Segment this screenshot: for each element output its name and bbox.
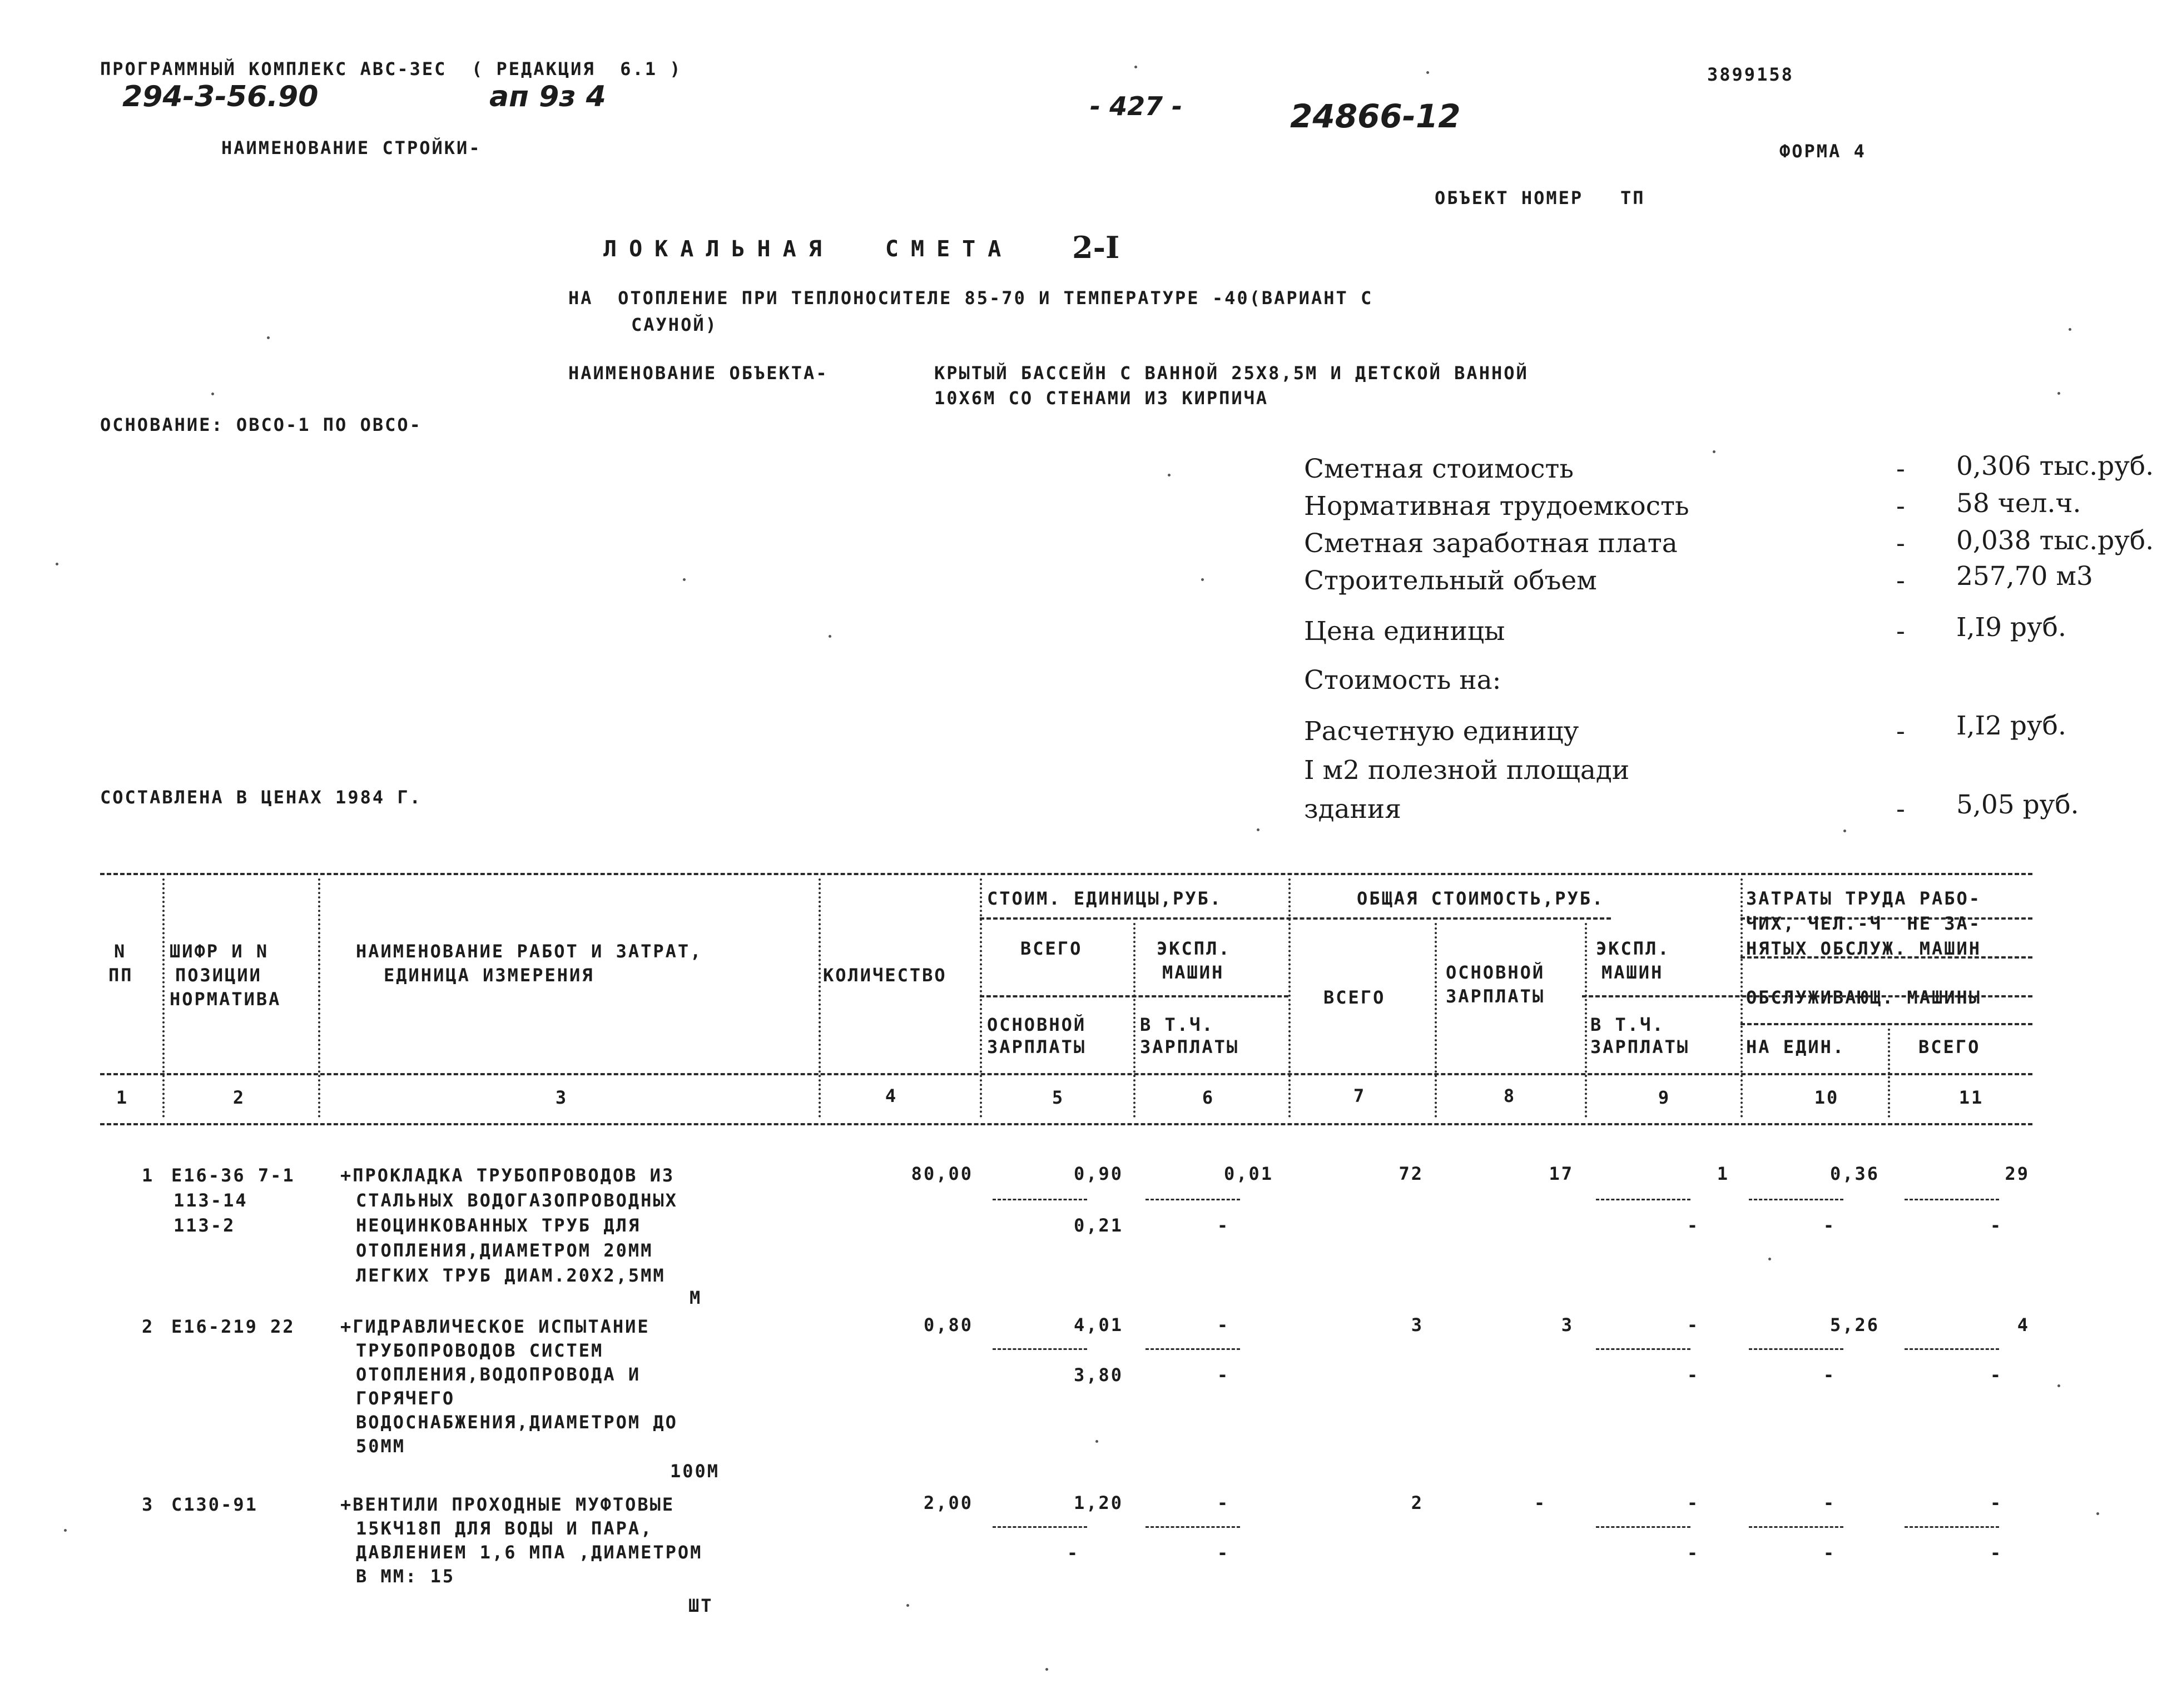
summary-value: I,I9 руб. <box>1956 612 2066 643</box>
scan-speck <box>1768 1258 1771 1260</box>
row-unit-incl: - <box>1217 1364 1230 1386</box>
header-total-salary-2: ЗАРПЛАТЫ <box>1446 986 1545 1007</box>
summary-value: 0,306 тыс.руб. <box>1956 451 2154 481</box>
object-label: НАИМЕНОВАНИЕ ОБЪЕКТА- <box>568 363 829 384</box>
column-separator <box>1435 923 1437 1118</box>
row-labor-unit: 5,26 <box>1829 1314 1880 1335</box>
header-total-incl-2: ЗАРПЛАТЫ <box>1590 1036 1690 1057</box>
row-name: +ГИДРАВЛИЧЕСКОЕ ИСПЫТАНИЕ <box>340 1316 650 1337</box>
underline-rule <box>1905 1348 1999 1350</box>
summary-label: Стоимость на: <box>1304 665 1501 696</box>
row-total: 3 <box>1411 1314 1424 1335</box>
row-name: ГОРЯЧЕГО <box>356 1388 455 1409</box>
row-code: Е16-36 7-1 <box>171 1165 295 1186</box>
row-number: 3 <box>142 1494 155 1515</box>
underline-rule <box>1905 1199 1999 1200</box>
row-unit-salary: - <box>1067 1542 1080 1563</box>
row-total-mach: - <box>1687 1492 1700 1513</box>
row-unit: М <box>690 1287 702 1308</box>
scan-speck <box>64 1529 67 1532</box>
header-unit-total: ВСЕГО <box>1020 938 1083 959</box>
header-labor-total: ВСЕГО <box>1918 1036 1981 1057</box>
summary-dash: - <box>1896 716 1905 747</box>
row-name: ВОДОСНАБЖЕНИЯ,ДИАМЕТРОМ ДО <box>356 1412 678 1433</box>
row-name: ДАВЛЕНИЕМ 1,6 МПА ,ДИАМЕТРОМ <box>356 1542 703 1563</box>
col-number: 6 <box>1202 1087 1215 1108</box>
row-unit: ШТ <box>688 1595 713 1616</box>
column-separator <box>1740 878 1743 1118</box>
col-number: 5 <box>1052 1087 1065 1108</box>
row-labor-total: 29 <box>2005 1163 2030 1184</box>
summary-label: Цена единицы <box>1304 616 1505 647</box>
row-code: Е16-219 22 <box>171 1316 295 1337</box>
row-total: 2 <box>1411 1492 1424 1513</box>
doc-number: 3899158 <box>1707 64 1794 85</box>
header-code-2: ПОЗИЦИИ <box>175 965 262 986</box>
row-name: НЕОЦИНКОВАННЫХ ТРУБ ДЛЯ <box>356 1215 641 1236</box>
underline-rule <box>993 1199 1087 1200</box>
row-total-salary: 17 <box>1549 1163 1574 1184</box>
col-number: 11 <box>1958 1087 1984 1108</box>
header-pp: ПП <box>108 965 133 986</box>
scan-speck <box>2096 1512 2099 1515</box>
row-name: ТРУБОПРОВОДОВ СИСТЕМ <box>356 1340 604 1361</box>
program-header: ПРОГРАММНЫЙ КОМПЛЕКС АВС-3ЕС ( РЕДАКЦИЯ 6.1 ) <box>100 58 682 80</box>
summary-dash: - <box>1896 794 1905 825</box>
summary-value: I,I2 руб. <box>1956 711 2066 741</box>
scan-speck <box>1426 71 1429 74</box>
header-unit-mach-2: МАШИН <box>1162 962 1224 983</box>
scan-speck <box>1168 474 1171 476</box>
row-labor-sub-unit: - <box>1823 1542 1836 1563</box>
row-total-salary: - <box>1534 1492 1547 1513</box>
prices-year: СОСТАВЛЕНА В ЦЕНАХ 1984 Г. <box>100 787 422 808</box>
summary-value: 257,70 м3 <box>1956 561 2093 592</box>
row-total-incl: - <box>1687 1364 1700 1386</box>
estimate-number: 2-I <box>1072 230 1120 265</box>
row-unit-incl: - <box>1217 1542 1230 1563</box>
summary-label: Нормативная трудоемкость <box>1304 491 1689 522</box>
header-labor-sub: ОБСЛУЖИВАЮЩ. МАШИНЫ <box>1746 987 1982 1008</box>
handwritten-album: ап 9з 4 <box>489 80 606 113</box>
row-qty: 0,80 <box>923 1314 973 1335</box>
underline-rule <box>1596 1199 1690 1200</box>
document-title: ЛОКАЛЬНАЯ СМЕТА <box>603 236 1014 262</box>
summary-value: 5,05 руб. <box>1956 790 2079 820</box>
header-total-cost: ОБЩАЯ СТОИМОСТЬ,РУБ. <box>1357 888 1605 909</box>
header-total-all: ВСЕГО <box>1323 987 1386 1008</box>
header-unit-cost: СТОИМ. ЕДИНИЦЫ,РУБ. <box>987 888 1223 909</box>
col-number: 9 <box>1658 1087 1671 1108</box>
header-name-2: ЕДИНИЦА ИЗМЕРЕНИЯ <box>384 965 594 986</box>
summary-label: Сметная заработная плата <box>1304 528 1678 559</box>
header-unit-salary-1: ОСНОВНОЙ <box>987 1014 1087 1035</box>
col-number: 3 <box>555 1087 568 1108</box>
row-unit-salary: 3,80 <box>1073 1364 1123 1386</box>
row-number: 2 <box>142 1316 155 1337</box>
header-total-incl-1: В Т.Ч. <box>1590 1014 1665 1035</box>
row-code: 113-14 <box>173 1190 248 1211</box>
scan-speck <box>1257 828 1259 831</box>
underline-rule <box>1596 1526 1690 1528</box>
scan-speck <box>2057 392 2060 395</box>
header-total-mach-2: МАШИН <box>1601 962 1664 983</box>
construction-name: НАИМЕНОВАНИЕ СТРОЙКИ- <box>221 137 482 158</box>
row-unit-total: 1,20 <box>1073 1492 1123 1513</box>
row-unit-incl: - <box>1217 1215 1230 1236</box>
scan-speck <box>683 578 686 581</box>
column-separator <box>819 878 821 1118</box>
header-total-salary-1: ОСНОВНОЙ <box>1446 962 1545 983</box>
row-name: 15КЧ18П ДЛЯ ВОДЫ И ПАРА, <box>356 1518 653 1539</box>
row-name: ОТОПЛЕНИЯ,ДИАМЕТРОМ 20ММ <box>356 1240 653 1261</box>
row-name: В ММ: 15 <box>356 1566 455 1587</box>
row-qty: 80,00 <box>911 1163 973 1184</box>
row-labor-unit: 0,36 <box>1829 1163 1880 1184</box>
row-labor-sub-unit: - <box>1823 1364 1836 1386</box>
col-number: 8 <box>1503 1085 1516 1106</box>
summary-dash: - <box>1896 454 1905 484</box>
col-number: 1 <box>116 1087 129 1108</box>
column-separator <box>980 878 982 1118</box>
header-sub-rule <box>980 917 1611 920</box>
underline-rule <box>1596 1348 1690 1350</box>
header-labor-unit: НА ЕДИН. <box>1746 1036 1846 1057</box>
underline-rule <box>993 1526 1087 1528</box>
column-separator <box>1888 1029 1890 1118</box>
row-labor-sub-unit: - <box>1823 1215 1836 1236</box>
underline-rule <box>1905 1526 1999 1528</box>
underline-rule <box>1749 1348 1843 1350</box>
object-number: ОБЪЕКТ НОМЕР ТП <box>1435 187 1645 208</box>
row-labor-total: - <box>1990 1492 2003 1513</box>
handwritten-code: 294-3-56.90 <box>122 80 319 113</box>
form-label: ФОРМА 4 <box>1779 141 1866 162</box>
colnum-bottom-rule <box>100 1123 2032 1125</box>
summary-value: 58 чел.ч. <box>1956 488 2081 519</box>
scan-speck <box>2057 1384 2060 1387</box>
summary-dash: - <box>1896 616 1905 647</box>
row-labor-total: 4 <box>2017 1314 2030 1335</box>
underline-rule <box>1146 1348 1240 1350</box>
header-code-1: ШИФР И N <box>170 941 269 962</box>
scan-speck <box>1201 578 1204 581</box>
summary-dash: - <box>1896 491 1905 522</box>
row-name: ОТОПЛЕНИЯ,ВОДОПРОВОДА И <box>356 1364 641 1385</box>
underline-rule <box>993 1348 1087 1350</box>
scan-speck <box>906 1604 909 1607</box>
row-qty: 2,00 <box>923 1492 973 1513</box>
row-labor-unit: - <box>1823 1492 1836 1513</box>
header-unit-salary-2: ЗАРПЛАТЫ <box>987 1036 1087 1057</box>
row-unit-total: 4,01 <box>1073 1314 1123 1335</box>
summary-label: I м2 полезной площади <box>1304 755 1630 786</box>
scan-speck <box>267 336 270 339</box>
column-separator <box>1288 878 1291 1118</box>
table-top-rule <box>100 873 2032 875</box>
row-labor-sub-total: - <box>1990 1542 2003 1563</box>
row-total-incl: - <box>1687 1215 1700 1236</box>
header-code-3: НОРМАТИВА <box>170 989 281 1010</box>
row-total-salary: 3 <box>1561 1314 1574 1335</box>
row-unit: 100М <box>670 1461 720 1482</box>
row-name: ЛЕГКИХ ТРУБ ДИАМ.20Х2,5ММ <box>356 1265 666 1286</box>
row-unit-salary: 0,21 <box>1073 1215 1123 1236</box>
header-labor-1: ЗАТРАТЫ ТРУДА РАБО- <box>1746 888 1982 909</box>
row-unit-mach: 0,01 <box>1223 1163 1273 1184</box>
underline-rule <box>1146 1526 1240 1528</box>
summary-dash: - <box>1896 565 1905 596</box>
row-name: +ПРОКЛАДКА ТРУБОПРОВОДОВ ИЗ <box>340 1165 675 1186</box>
scan-speck <box>1095 1440 1098 1443</box>
row-code: 113-2 <box>173 1215 236 1236</box>
header-total-mach-1: ЭКСПЛ. <box>1596 938 1670 959</box>
row-number: 1 <box>142 1165 155 1186</box>
scan-speck <box>829 635 831 638</box>
summary-label: Сметная стоимость <box>1304 454 1574 484</box>
summary-dash: - <box>1896 528 1905 559</box>
row-name: СТАЛЬНЫХ ВОДОГАЗОПРОВОДНЫХ <box>356 1190 678 1211</box>
header-unit-incl-1: В Т.Ч. <box>1140 1014 1214 1035</box>
object-line-1: КРЫТЫЙ БАССЕЙН С ВАННОЙ 25Х8,5М И ДЕТСКОЙ ВАННОЙ <box>934 363 1529 384</box>
col-number: 10 <box>1814 1087 1839 1108</box>
row-labor-sub-total: - <box>1990 1364 2003 1386</box>
basis: ОСНОВАНИЕ: ОВСО-1 ПО ОВСО- <box>100 414 422 435</box>
header-labor-3: НЯТЫХ ОБСЛУЖ. МАШИН <box>1746 938 1982 959</box>
header-labor-2: ЧИХ, ЧЕЛ.-Ч НЕ ЗА- <box>1746 913 1982 934</box>
column-separator <box>1133 923 1135 1118</box>
row-unit-mach: - <box>1217 1314 1230 1335</box>
underline-rule <box>1749 1526 1843 1528</box>
column-separator <box>318 878 320 1118</box>
header-unit-incl-2: ЗАРПЛАТЫ <box>1140 1036 1239 1057</box>
summary-label: Расчетную единицу <box>1304 716 1579 747</box>
scan-speck <box>1713 450 1715 453</box>
header-qty: КОЛИЧЕСТВО <box>823 965 947 986</box>
subject-line-2: САУНОЙ) <box>631 314 718 335</box>
row-name: +ВЕНТИЛИ ПРОХОДНЫЕ МУФТОВЫЕ <box>340 1494 675 1515</box>
row-code: С130-91 <box>171 1494 258 1515</box>
scan-speck <box>1045 1668 1048 1671</box>
scan-speck <box>1134 66 1137 68</box>
underline-rule <box>1146 1199 1240 1200</box>
row-total-incl: - <box>1687 1542 1700 1563</box>
header-sub-rule <box>1740 1023 2032 1025</box>
row-total: 72 <box>1399 1163 1424 1184</box>
row-labor-sub-total: - <box>1990 1215 2003 1236</box>
col-number: 4 <box>885 1085 898 1106</box>
header-unit-mach-1: ЭКСПЛ. <box>1157 938 1231 959</box>
row-name: 50ММ <box>356 1436 406 1457</box>
underline-rule <box>1749 1199 1843 1200</box>
scan-speck <box>2069 328 2071 331</box>
scan-speck <box>211 393 214 395</box>
row-unit-total: 0,90 <box>1073 1163 1123 1184</box>
summary-value: 0,038 тыс.руб. <box>1956 525 2154 556</box>
column-separator <box>1585 923 1587 1118</box>
object-line-2: 10Х6М СО СТЕНАМИ ИЗ КИРПИЧА <box>934 388 1269 409</box>
row-unit-mach: - <box>1217 1492 1230 1513</box>
col-number: 7 <box>1353 1085 1366 1106</box>
header-name-1: НАИМЕНОВАНИЕ РАБОТ И ЗАТРАТ, <box>356 941 703 962</box>
subject-line-1: НА ОТОПЛЕНИЕ ПРИ ТЕПЛОНОСИТЕЛЕ 85-70 И ТЕМПЕРАТУРЕ -40(ВАРИАНТ С <box>568 287 1373 309</box>
handwritten-doc-number: 24866-12 <box>1290 97 1461 135</box>
summary-label: Строительный объем <box>1304 565 1597 596</box>
header-n: N <box>114 941 127 962</box>
col-number: 2 <box>232 1087 246 1108</box>
scan-speck <box>1843 830 1846 832</box>
page-number: - 427 - <box>1090 91 1183 121</box>
summary-label: здания <box>1304 794 1401 825</box>
row-total-mach: 1 <box>1717 1163 1729 1184</box>
row-total-mach: - <box>1687 1314 1700 1335</box>
scan-speck <box>56 563 58 565</box>
column-separator <box>162 878 165 1118</box>
